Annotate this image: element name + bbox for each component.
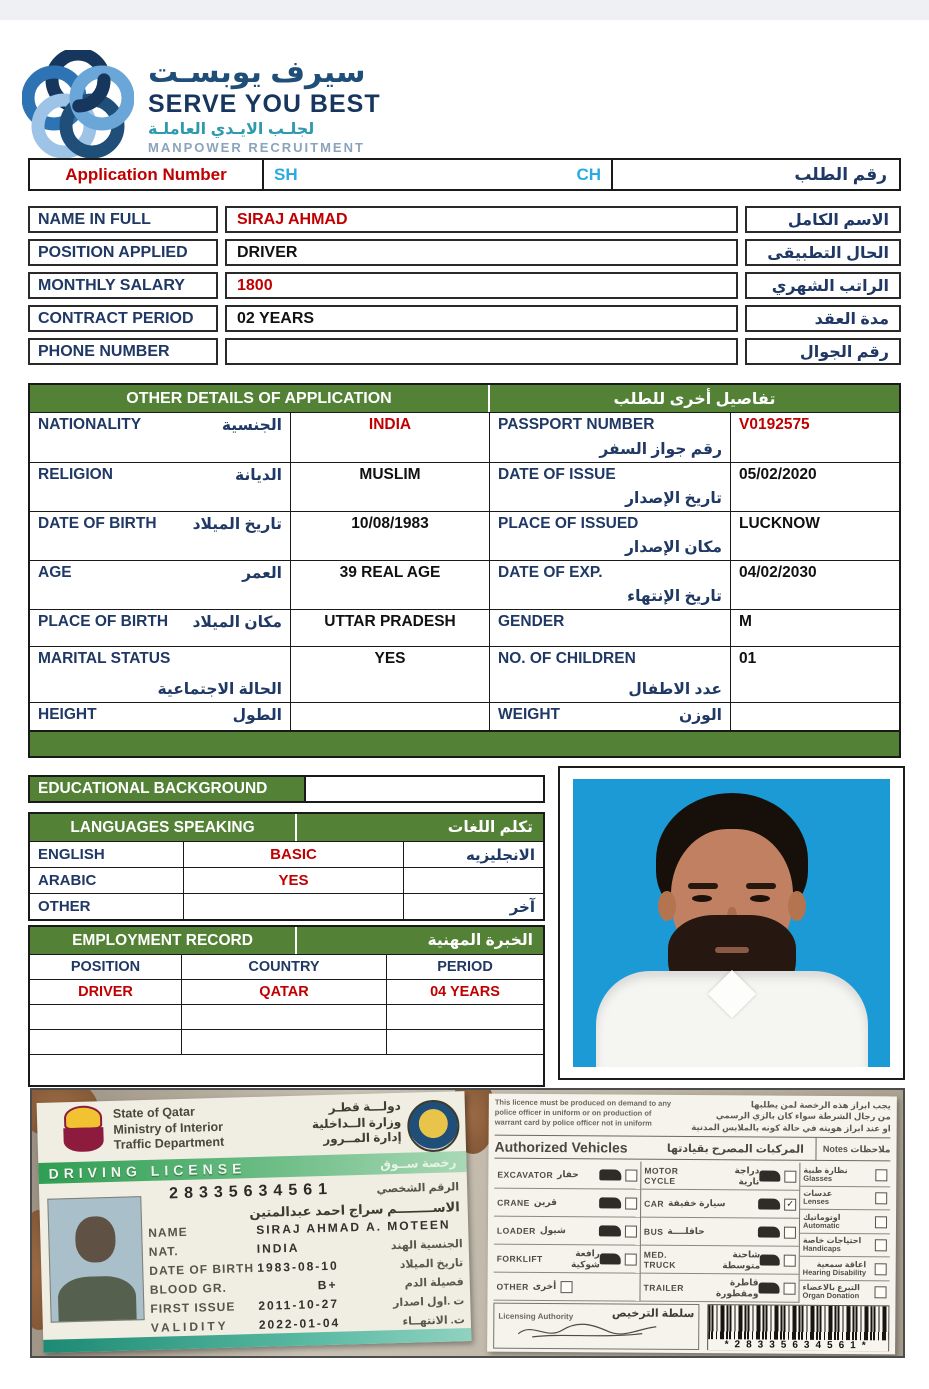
vehicles-column-b: MOTOR CYCLE دراجة نارية CAR سيارة خفيفة ✓ BUS حافلــــة MED. TRUCK شاحنة متوسطة TRAILER قاطرة ومقطورة — [639, 1162, 799, 1303]
field-label: WEIGHT — [498, 706, 560, 723]
employment-header — [30, 927, 543, 954]
field-value: 2022-01-04 — [258, 1315, 341, 1332]
field-label: PLACE OF BIRTH — [38, 613, 169, 630]
field-label: DATE OF BIRTH — [149, 1261, 255, 1278]
field-label: DATE OF BIRTH — [38, 515, 157, 532]
row-label: NAME IN FULL — [38, 210, 151, 228]
table-row — [28, 272, 901, 299]
checkbox — [625, 1197, 637, 1209]
field-label: DATE OF EXP. — [498, 564, 603, 581]
column-header: POSITION — [70, 959, 141, 975]
license-fields: NAME SIRAJ AHMAD A. MOTEEN NAT. INDIA الجنسية الهند DATE OF BIRTH 1983-08-10 تاريخ الميلاد BLOOD GR. B+ فصيلة الدم FIRST ISSUE 2011-10-27 ت .اول اصدار VALIDITY 2022-01-04 ت. الانتهــاء — [148, 1217, 465, 1335]
application-number-label-ar: رقم الطلب — [794, 164, 887, 184]
field-value: M — [739, 613, 752, 630]
checkbox — [874, 1286, 886, 1298]
field-label: GENDER — [498, 613, 565, 630]
checkbox — [560, 1281, 572, 1293]
employment-columns-row — [30, 954, 543, 979]
field-value: INDIA — [256, 1240, 300, 1256]
row-label-ar: الراتب الشهري — [771, 277, 889, 295]
table-row — [30, 511, 899, 560]
field-label: MARITAL STATUS — [38, 650, 171, 667]
field-label: PASSPORT NUMBER — [498, 416, 655, 433]
other-details-title-ar: تفاصيل أخرى للطلب — [613, 390, 776, 408]
field-label: AGE — [38, 564, 72, 581]
checkbox — [784, 1283, 796, 1295]
motorcycle-icon — [759, 1171, 780, 1182]
field-value: V0192575 — [739, 416, 810, 433]
forklift-icon — [600, 1254, 621, 1265]
trailer-icon — [758, 1283, 779, 1294]
licensing-authority-label: Licensing Authority — [498, 1312, 574, 1322]
table-row — [30, 609, 899, 646]
field-label: NAME — [148, 1224, 188, 1240]
logo-arabic-title: سيرف يوبسـت — [148, 56, 366, 90]
license-department: Traffic Department — [113, 1135, 225, 1153]
field-value: LUCKNOW — [739, 515, 820, 532]
application-number-row — [28, 158, 901, 191]
educational-background-title: EDUCATIONAL BACKGROUND — [38, 780, 268, 797]
car-icon — [758, 1199, 780, 1210]
languages-header — [30, 814, 543, 841]
row-label-ar: مدة العقد — [814, 310, 889, 328]
notes-column: نظارة طبية Glasses عدسات Lenses اوتوماتيك Automatic احتياجات خاصة Handicaps اعاقة سمعية Hearing Disability التبرع بالاعضاء Organ Donation — [798, 1163, 890, 1304]
field-label-ar: عدد الاطفال — [628, 681, 722, 698]
table-row — [28, 239, 901, 266]
field-value: 01 — [739, 650, 757, 667]
field-label: HEIGHT — [38, 706, 97, 723]
field-label-ar: تاريخ الإصدار — [625, 490, 722, 507]
vehicles-column-a: EXCAVATOR حفار CRANE قرين LOADER شيول FORKLIFT رافعة شوكية OTHER أخرى — [493, 1161, 640, 1302]
field-label: RELIGION — [38, 466, 113, 483]
driving-license-band-title-ar: رخصة ســوق — [379, 1154, 457, 1171]
company-logo — [22, 50, 381, 162]
barcode-number: *28335634561* — [708, 1340, 888, 1352]
bus-icon — [758, 1227, 780, 1238]
field-label-ar: تاريخ الميلاد — [192, 516, 282, 533]
field-label-ar: رقم جواز السفر — [599, 441, 722, 458]
field-label: FIRST ISSUE — [150, 1299, 236, 1316]
languages-title-ar: تكلم اللغات — [447, 819, 533, 836]
field-label-ar: الطول — [232, 707, 282, 724]
checkbox — [625, 1169, 637, 1181]
field-label-ar: الوزن — [678, 707, 722, 724]
license-header-text — [113, 1102, 304, 1154]
checkbox — [784, 1255, 796, 1267]
field-value: UTTAR PRADESH — [324, 613, 456, 630]
license-number-label-ar: الرقم الشخصي — [376, 1180, 460, 1196]
driving-license-scan — [30, 1088, 905, 1358]
row-value: 1800 — [237, 276, 273, 294]
license-number: 28335634561 — [168, 1180, 334, 1203]
licensing-authority-box — [493, 1303, 699, 1350]
green-divider-band — [30, 730, 899, 756]
row-label-ar: الحال التطبيقى — [767, 244, 889, 262]
crane-icon — [599, 1198, 621, 1209]
license-notice: This licence must be produced on demand to any police officer in uniform or on production of warrant card by police officer not in uniform يجب ابراز هذه الرخصة لمن يطلبها من رجال الشرطة سواء كان بالزي الرسمي او عند ابراز هويته في حالة كونه بالملابس المدنية — [494, 1097, 891, 1134]
languages-title: LANGUAGES SPEAKING — [70, 818, 255, 836]
language-name: ENGLISH — [38, 846, 105, 863]
qatar-emblem-icon — [63, 1105, 104, 1152]
license-name-ar: الاســــــــم سراج احمد عبدالمتين — [249, 1199, 460, 1221]
authorized-vehicles-header — [494, 1135, 890, 1162]
barcode — [707, 1305, 889, 1352]
other-details-title: OTHER DETAILS OF APPLICATION — [126, 389, 392, 407]
field-value: SIRAJ AHMAD A. MOTEEN — [256, 1217, 451, 1237]
field-value: YES — [374, 650, 406, 667]
field-label-ar: مكان الإصدار — [625, 539, 722, 556]
field-value: 04/02/2030 — [739, 564, 817, 581]
row-label: CONTRACT PERIOD — [38, 309, 194, 327]
checkbox — [875, 1263, 887, 1275]
licensing-authority-label-ar: سلطة الترخيص — [611, 1307, 695, 1321]
field-label-ar: الحالة الاجتماعية — [157, 681, 282, 698]
license-header-text-ar: دولـــة قطـر وزارة الــداخلية إدارة المــرور — [311, 1098, 402, 1147]
table-row — [28, 338, 901, 365]
table-row — [30, 702, 899, 730]
logo-title: SERVE YOU BEST — [148, 90, 381, 119]
field-value: 1983-08-10 — [257, 1258, 339, 1275]
application-number-label: Application Number — [65, 164, 227, 184]
field-label-ar: الجنسية — [221, 417, 282, 434]
language-level: BASIC — [270, 846, 317, 863]
table-row — [30, 1004, 543, 1029]
language-name: OTHER — [38, 898, 91, 915]
license-front-card — [37, 1091, 472, 1353]
language-name: ARABIC — [38, 872, 97, 889]
checkbox — [625, 1253, 637, 1265]
table-row — [30, 841, 543, 867]
notes-label: ملاحظات Notes — [816, 1138, 891, 1161]
field-label-ar: مكان الميلاد — [192, 614, 282, 631]
table-row — [30, 1029, 543, 1054]
row-label-ar: رقم الجوال — [799, 343, 889, 361]
educational-background-empty-cell — [306, 775, 545, 803]
table-row — [30, 412, 899, 462]
table-row — [30, 1054, 543, 1085]
row-value: 02 YEARS — [237, 309, 315, 327]
row-label-ar: الاسم الكامل — [787, 211, 889, 229]
applicant-photo-frame — [558, 766, 905, 1080]
checkbox — [875, 1239, 887, 1251]
field-label-ar: الديانة — [235, 467, 282, 484]
checkbox — [875, 1192, 887, 1204]
other-details-table — [28, 383, 901, 758]
field-label: BLOOD GR. — [149, 1280, 228, 1297]
license-photo — [47, 1196, 144, 1323]
field-value: MUSLIM — [359, 466, 421, 483]
row-value: DRIVER — [237, 243, 298, 261]
employment-record-table — [28, 925, 545, 1087]
logo-arabic-subtitle: لجلـب الايـدي العاملـة — [148, 121, 315, 139]
knot-logo-icon — [22, 50, 134, 162]
table-row — [30, 979, 543, 1004]
logo-subtitle: MANPOWER RECRUITMENT — [148, 139, 365, 155]
truck-icon — [760, 1255, 780, 1266]
checkbox — [625, 1225, 637, 1237]
checkbox — [875, 1216, 887, 1228]
language-name-ar: الانجليزيه — [465, 846, 535, 864]
checkbox — [784, 1171, 796, 1183]
license-bottom-row — [493, 1303, 889, 1352]
license-back-card — [487, 1094, 897, 1355]
field-label: NO. OF CHILDREN — [498, 650, 636, 667]
table-row — [30, 893, 543, 919]
table-row — [28, 206, 901, 233]
field-value: 10/08/1983 — [351, 515, 429, 532]
signature — [512, 1318, 662, 1345]
summary-table — [28, 206, 901, 371]
table-row — [30, 867, 543, 893]
excavator-icon — [599, 1170, 621, 1181]
column-header: COUNTRY — [248, 959, 320, 975]
top-strip — [0, 0, 929, 20]
driving-license-band-title: DRIVING LICENSE — [48, 1159, 247, 1182]
column-header: PERIOD — [437, 959, 493, 975]
employment-position: DRIVER — [78, 984, 133, 1000]
field-label-ar: تاريخ الإنتهاء — [627, 588, 722, 605]
table-row — [28, 305, 901, 332]
employment-country: QATAR — [259, 984, 309, 1000]
field-value: 39 REAL AGE — [339, 564, 441, 581]
employment-title: EMPLOYMENT RECORD — [72, 931, 253, 949]
educational-background-header — [28, 775, 545, 803]
languages-table — [28, 812, 545, 921]
field-value: INDIA — [368, 416, 412, 433]
field-label: DATE OF ISSUE — [498, 466, 616, 483]
field-label: PLACE OF ISSUED — [498, 515, 639, 532]
authorized-vehicles-title-ar: المركبات المصرح بقيادتها — [666, 1142, 804, 1156]
employment-period: 04 YEARS — [430, 984, 500, 1000]
field-label: VALIDITY — [150, 1318, 229, 1335]
table-row — [30, 560, 899, 609]
vehicles-grid — [493, 1161, 890, 1304]
checkbox — [875, 1169, 887, 1181]
field-label: NATIONALITY — [38, 416, 142, 433]
row-label: PHONE NUMBER — [38, 342, 170, 360]
row-label: POSITION APPLIED — [38, 243, 188, 261]
license-ministry: Ministry of Interior — [113, 1119, 224, 1137]
row-label: MONTHLY SALARY — [38, 276, 185, 294]
gcc-emblem-icon — [407, 1099, 460, 1152]
license-state: State of Qatar — [112, 1104, 196, 1121]
other-details-header — [30, 385, 899, 412]
row-value: SIRAJ AHMAD — [237, 210, 348, 228]
language-name-ar: آخر — [509, 898, 535, 916]
table-row — [30, 646, 899, 702]
field-label: NAT. — [148, 1244, 179, 1259]
loader-icon — [599, 1226, 621, 1237]
authorized-vehicles-title: Authorized Vehicles — [494, 1139, 628, 1156]
application-number-value-cell — [264, 160, 613, 189]
field-label-ar: العمر — [242, 565, 282, 582]
field-value: B+ — [317, 1277, 338, 1293]
field-value: 05/02/2020 — [739, 466, 817, 483]
checkbox — [784, 1227, 796, 1239]
language-level: YES — [278, 872, 309, 889]
table-row — [30, 462, 899, 511]
employment-title-ar: الخبرة المهنية — [427, 932, 533, 949]
field-value: 2011-10-27 — [258, 1296, 340, 1313]
checkbox: ✓ — [784, 1199, 796, 1211]
applicant-photo — [573, 779, 890, 1067]
application-number-right: CH — [576, 164, 601, 184]
application-number-left: SH — [274, 164, 298, 184]
